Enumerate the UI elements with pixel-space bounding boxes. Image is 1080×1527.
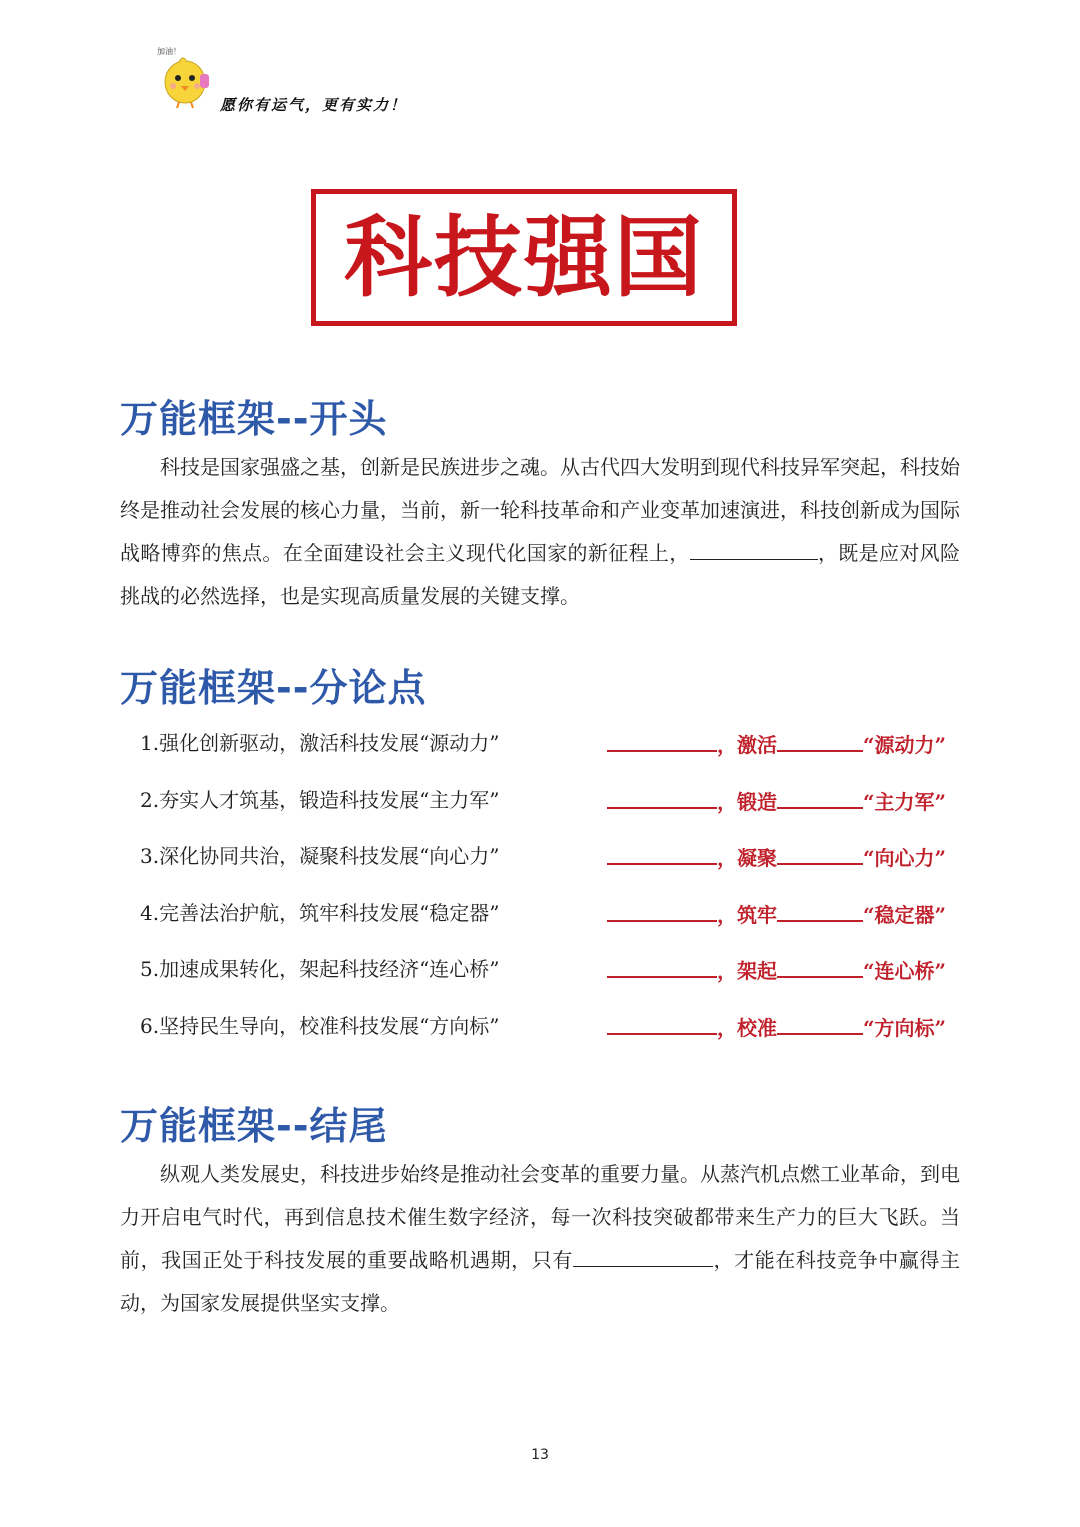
point-verb: ，校准 (717, 1016, 777, 1040)
point-fill (607, 954, 946, 986)
point-verb: ，凝聚 (717, 846, 777, 870)
point-quote: “方向标” (863, 1016, 947, 1040)
point-label: 3.深化协同共治，凝聚科技发展“向心力” (140, 844, 500, 868)
section-heading-points: 万能框架--分论点 (120, 666, 427, 710)
point-blank-1[interactable] (607, 785, 717, 809)
point-quote: “连心桥” (863, 959, 947, 983)
point-row (140, 841, 970, 871)
point-quote: “向心力” (863, 846, 947, 870)
point-blank-2[interactable] (777, 898, 863, 922)
point-blank-1[interactable] (607, 898, 717, 922)
point-label: 6.坚持民生导向，校准科技发展“方向标” (140, 1014, 500, 1038)
point-quote: “主力军” (863, 790, 947, 814)
point-quote: “稳定器” (863, 903, 947, 927)
point-label: 5.加速成果转化，架起科技经济“连心桥” (140, 957, 500, 981)
section-heading-ending: 万能框架--结尾 (120, 1104, 388, 1148)
ending-fill-blank[interactable] (573, 1246, 713, 1267)
point-verb: ，锻造 (717, 790, 777, 814)
ending-paragraph (120, 1153, 960, 1325)
opening-fill-blank[interactable] (690, 539, 818, 560)
point-blank-1[interactable] (607, 728, 717, 752)
point-verb: ，激活 (717, 733, 777, 757)
point-label: 4.完善法治护航，筑牢科技发展“稳定器” (140, 901, 500, 925)
point-row (140, 728, 970, 758)
point-row (140, 1011, 970, 1041)
opening-text-after: ，既是应对风险挑战的必然选择，也是实现高质量发展的关键支撑。 (120, 541, 961, 608)
point-blank-1[interactable] (607, 841, 717, 865)
point-blank-2[interactable] (777, 1011, 863, 1035)
point-row (140, 898, 970, 928)
point-blank-1[interactable] (607, 1011, 717, 1035)
point-label: 2.夯实人才筑基，锻造科技发展“主力军” (140, 788, 500, 812)
opening-text-before: 科技是国家强盛之基，创新是民族进步之魂。从古代四大发明到现代科技异军突起，科技始终是推动社会发展的核心力量，当前，新一轮科技革命和产业变革加速演进，科技创新成为国际战略博弈的焦点。在全面建设社会主义现代化国家的新征程上， (120, 455, 960, 565)
point-blank-2[interactable] (777, 728, 863, 752)
logo-tag-text: 加油！ (157, 47, 181, 56)
point-verb: ，架起 (717, 959, 777, 983)
point-blank-2[interactable] (777, 954, 863, 978)
title-box (311, 189, 737, 326)
point-verb: ，筑牢 (717, 903, 777, 927)
point-fill (607, 841, 946, 873)
page-title: 科技强国 (343, 205, 704, 309)
point-row (140, 954, 970, 984)
section-heading-opening: 万能框架--开头 (120, 397, 388, 441)
point-row (140, 785, 970, 815)
point-fill (607, 898, 946, 930)
point-blank-2[interactable] (777, 841, 863, 865)
header-slogan: 愿你有运气，更有实力！ (220, 96, 408, 114)
point-fill (607, 1011, 946, 1043)
point-quote: “源动力” (863, 733, 947, 757)
point-fill (607, 785, 946, 817)
ending-text-before: 纵观人类发展史，科技进步始终是推动社会变革的重要力量。从蒸汽机点燃工业革命，到电力开启电气时代，再到信息技术催生数字经济，每一次科技突破都带来生产力的巨大飞跃。当前，我国正处于科技发展的重要战略机遇期，只有 (120, 1162, 960, 1272)
page-number: 13 (531, 1447, 549, 1463)
point-label: 1.强化创新驱动，激活科技发展“源动力” (140, 731, 500, 755)
point-fill (607, 728, 946, 760)
opening-paragraph (120, 446, 960, 618)
point-blank-1[interactable] (607, 954, 717, 978)
point-blank-2[interactable] (777, 785, 863, 809)
ending-text-after: ，才能在科技竞争中赢得主动，为国家发展提供坚实支撑。 (120, 1248, 961, 1315)
